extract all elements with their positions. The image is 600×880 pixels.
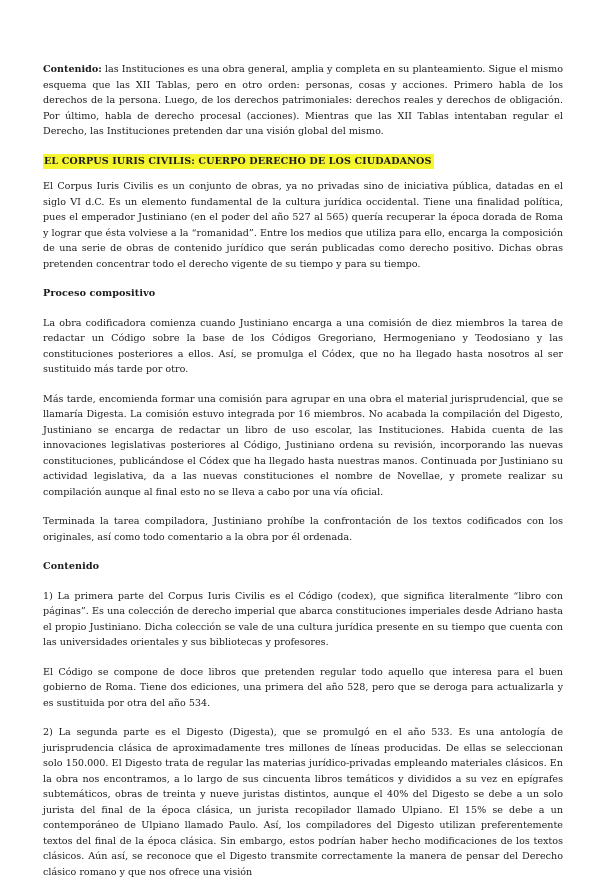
proceso-paragraph-2: Más tarde, encomienda formar una comisión para agrupar en una obra el material jurisprudencial, que se llamaría Digesta. La comisión estuvo integrada por 16 miembros. No acabada la compilación del Digesto, Justiniano se encarga de redactar un libro de uso escolar, las Instituciones. Habida cuenta de las innovaciones legislativas posteriores al Código, Justiniano ordena su revisión, incorporando las nuevas constituciones, publicándose el Códex que ha llegado hasta nuestras manos. Continuada por Justiniano su actividad legislativa, da a las nuevas constituciones el nombre de Novellae, y promete realizar su compilación aunque al final esto no se lleva a cabo por una vía oficial. (43, 393, 563, 498)
contenido-paragraph-2: El Código se compone de doce libros que pretenden regular todo aquello que interesa para el buen gobierno de Roma. Tiene dos ediciones, una primera del año 528, pero que se deroga para actualizarla y es sustituida por otra del año 534. (43, 666, 563, 709)
contenido-paragraph-1: 1) La primera parte del Corpus Iuris Civilis es el Código (codex), que significa literalmente “libro con páginas”. Es una colección de derecho imperial que abarca constituciones imperiales desde Adriano hasta el propio Justiniano. Dicha colección se vale de una cultura jurídica presente en su tiempo que cuenta con las universidades orientales y sus bibliotecas y profesores. (43, 590, 563, 648)
contenido-heading: Contenido (43, 561, 100, 572)
section-title: EL CORPUS IURIS CIVILIS: CUERPO DERECHO DE LOS CIUDADANOS (43, 154, 434, 170)
intro-text: las Instituciones es una obra general, amplia y completa en su planteamiento. Sigue el mismo esquema que las XII Tablas, pero en otro orden: personas, cosas y acciones. Primero habla de los derechos de la persona. Luego, de los derechos patrimoniales: derechos reales y derechos de obligación. Por último, habla de derecho procesal (acciones). Mientras que las XII Tablas intentaban regular el Derecho, las Instituciones pretenden dar una visión global del mismo. (43, 64, 563, 137)
section-title-wrap (43, 154, 563, 170)
proceso-paragraph-3: Terminada la tarea compiladora, Justiniano prohíbe la confrontación de los textos codificados con los originales, así como todo comentario a la obra por él ordenada. (43, 516, 563, 543)
section-intro-paragraph: El Corpus Iuris Civilis es un conjunto de obras, ya no privadas sino de iniciativa pública, datadas en el siglo VI d.C. Es un elemento fundamental de la cultura jurídica occidental. Tiene una finalidad política, pues el emperador Justiniano (en el poder del año 527 al 565) quería recuperar la época dorada de Roma y lograr que ésta volviese a la “romanidad”. Entre los medios que utiliza para ello, encarga la composición de una serie de obras de contenido jurídico que serán publicadas como derecho positivo. Dichas obras pretenden concentrar todo el derecho vigente de su tiempo y para su tiempo. (43, 181, 563, 270)
contenido-paragraph-3: 2) La segunda parte es el Digesto (Digesta), que se promulgó en el año 533. Es una antología de jurisprudencia clásica de aproximadamente tres millones de líneas producidas. De ellas se seleccionan solo 150.000. El Digesto trata de regular las materias jurídico-privadas empleando materiales clásicos. En la obra nos encontramos, a lo largo de sus cincuenta libros temáticos y divididos a su vez en epígrafes subtemáticos, obras de treinta y nueve juristas distintos, aunque el 40% del Digesto se debe a un solo jurista del final de la época clásica, un jurista recopilador llamado Ulpiano. El 15% se debe a un contemporáneo de Ulpiano llamado Paulo. Así, los compiladores del Digesto utilizan preferentemente textos del final de la época clásica. Sin embargo, estos podrían haber hecho modificaciones de los textos clásicos. Aún así, se reconoce que el Digesto transmite correctamente la manera de pensar del Derecho clásico romano y que nos ofrece una visión (43, 727, 563, 878)
proceso-heading: Proceso compositivo (43, 288, 156, 299)
proceso-paragraph-1: La obra codificadora comienza cuando Justiniano encarga a una comisión de diez miembros la tarea de redactar un Código sobre la base de los Códigos Gregoriano, Hermogeniano y Teodosiano y las constituciones posteriores a ellos. Así, se promulga el Códex, que no ha llegado hasta nosotros al ser sustituido más tarde por otro. (43, 317, 563, 375)
intro-paragraph (43, 62, 563, 140)
intro-label: Contenido: (43, 64, 102, 75)
document-page (43, 62, 563, 880)
